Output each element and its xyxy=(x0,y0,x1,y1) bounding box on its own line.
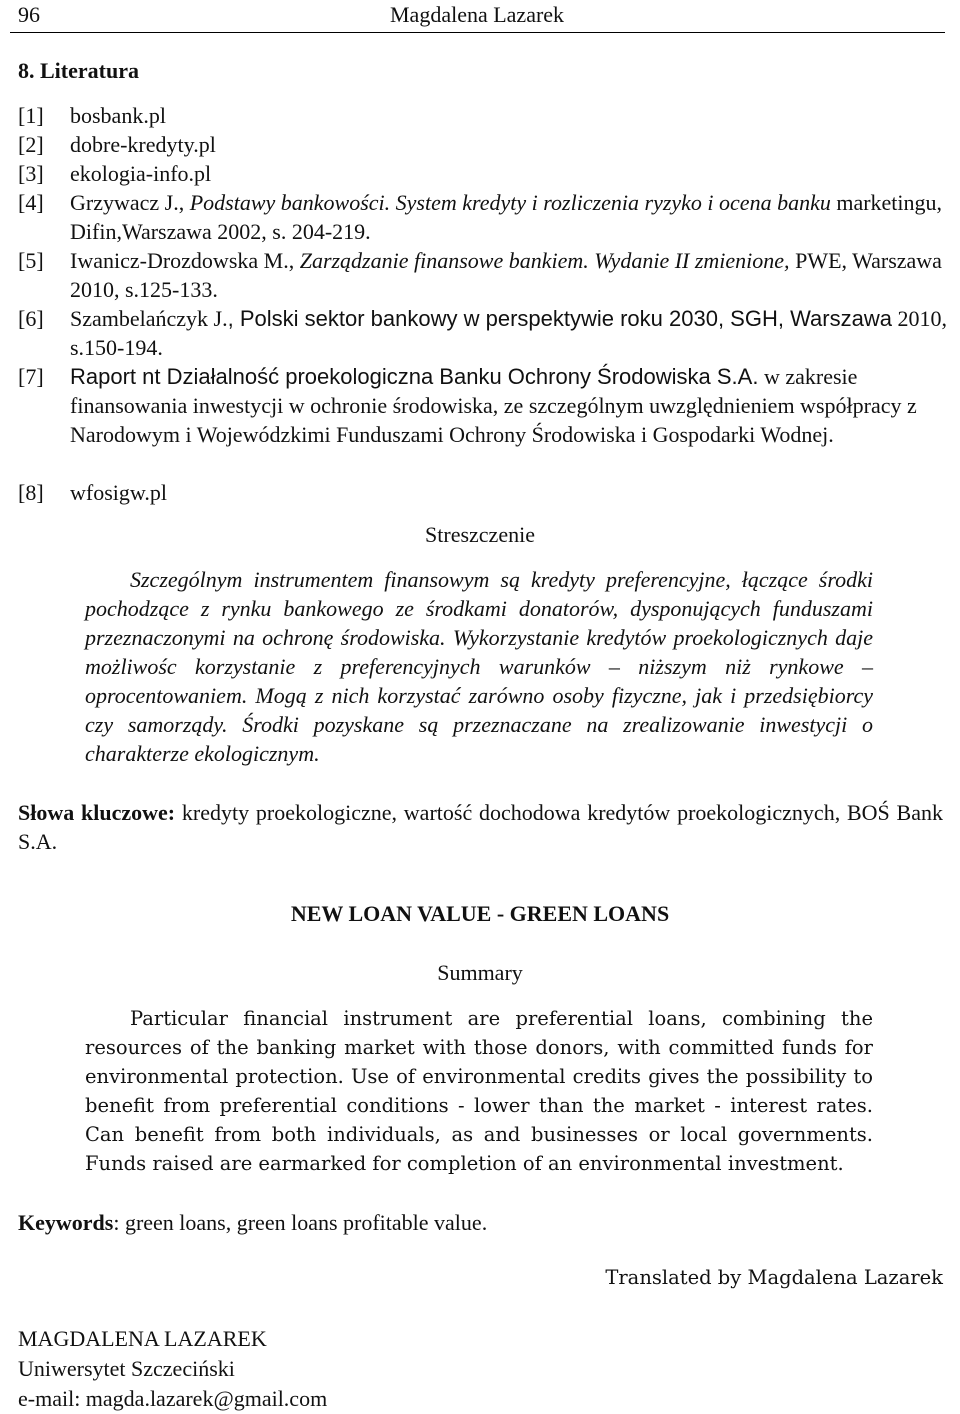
keywords-label: Keywords xyxy=(18,1210,114,1235)
running-header xyxy=(10,0,945,33)
reference-text xyxy=(70,188,948,246)
slowa-kluczowe-text: kredyty proekologiczne, wartość dochodowa kredytów proekologicznych, BOŚ Bank S.A. xyxy=(18,800,943,854)
reference-number: [4] xyxy=(18,190,44,215)
reference-text-part: 2010, s.150-194. xyxy=(70,306,947,360)
reference-number: [1] xyxy=(18,103,44,128)
reference-text xyxy=(70,159,948,188)
section-title: 8. Literatura xyxy=(18,58,139,83)
reference-number: [8] xyxy=(18,480,44,505)
reference-item xyxy=(18,130,948,159)
reference-number: [7] xyxy=(18,364,44,389)
reference-text-part: Zarządzanie finansowe bankiem. Wydanie II zmienione, xyxy=(299,248,790,273)
reference-item xyxy=(18,159,948,188)
slowa-kluczowe xyxy=(18,798,943,856)
reference-item xyxy=(18,246,948,304)
reference-text xyxy=(70,130,948,159)
header-author: Magdalena Lazarek xyxy=(390,2,565,27)
reference-item xyxy=(18,101,948,130)
reference-text-part: w zakresie finansowania inwestycji w ochronie środowiska, ze szczególnym uwzględnieniem współpracy z Narodowym i Wojewódzkimi Funduszami Ochrony Środowiska i Gospodarki Wodnej. xyxy=(70,364,917,447)
reference-text-part: , Polski sektor bankowy w perspektywie roku 2030, SGH, Warszawa xyxy=(227,306,892,331)
reference-text-part: Grzywacz J., xyxy=(70,190,190,215)
reference-text-part: ekologia-info.pl xyxy=(70,161,212,186)
reference-number: [5] xyxy=(18,248,44,273)
reference-item xyxy=(18,362,948,449)
streszczenie-text: Szczególnym instrumentem finansowym są kredyty preferencyjne, łączące środki pochodzące z rynku bankowego ze środkami donatorów, dysponujących funduszami przeznaczonymi na ochronę środowiska. Wykorzystanie kredytów proekologicznych daje możliwośc korzystanie z preferencyjnych warunków – niższym niż rynkowe – oprocentowaniem. Mogą z nich korzystać zarówno osoby fizyczne, jak i przedsiębiorcy czy samorządy. Środki pozyskane są przeznaczane na zrealizowanie inwestycji o charakterze ekologicznym. xyxy=(85,567,873,766)
slowa-kluczowe-label: Słowa kluczowe: xyxy=(18,800,176,825)
page-number: 96 xyxy=(18,2,40,27)
reference-text-part: marketingu, Difin,Warszawa 2002, s. 204-219. xyxy=(70,190,943,244)
author-name: MAGDALENA LAZAREK xyxy=(18,1326,267,1351)
author-institution: Uniwersytet Szczeciński xyxy=(18,1356,235,1381)
reference-number: [2] xyxy=(18,132,44,157)
author-email: e-mail: magda.lazarek@gmail.com xyxy=(18,1386,328,1411)
keywords-text: : green loans, green loans profitable value. xyxy=(113,1210,488,1235)
streszczenie-heading: Streszczenie xyxy=(425,522,535,547)
reference-item xyxy=(18,478,948,507)
reference-text xyxy=(70,304,948,362)
reference-text-part: Raport nt Działalność proekologiczna Banku Ochrony Środowiska S.A. xyxy=(70,364,759,389)
reference-text-part: dobre-kredyty.pl xyxy=(70,132,216,157)
reference-number: [6] xyxy=(18,306,44,331)
reference-item xyxy=(18,188,948,246)
reference-text-part: PWE, Warszawa 2010, s.125-133. xyxy=(70,248,942,302)
reference-number: [3] xyxy=(18,161,44,186)
reference-text-part: Podstawy bankowości. System kredyty i rozliczenia ryzyko i ocena banku xyxy=(189,190,831,215)
reference-text-part: Iwanicz-Drozdowska M., xyxy=(70,248,300,273)
reference-text-part: Szambelańczyk J. xyxy=(70,306,228,331)
reference-text xyxy=(70,362,948,449)
reference-text xyxy=(70,478,948,507)
summary-text: Particular financial instrument are preferential loans, combining the resources of the banking market with those donors, with committed funds for environmental protection. Use of environmental credits gives the possibility to benefit from preferential conditions - lower than the market - interest rates. Can benefit from both individuals, as and businesses or local governments. Funds raised are earmarked for completion of an environmental investment. xyxy=(85,1007,873,1175)
translated-by: Translated by Magdalena Lazarek xyxy=(605,1266,943,1289)
reference-item xyxy=(18,304,948,362)
reference-text-part: bosbank.pl xyxy=(70,103,166,128)
reference-text-part: wfosigw.pl xyxy=(70,480,167,505)
summary-heading: Summary xyxy=(437,960,523,985)
reference-text xyxy=(70,101,948,130)
reference-text xyxy=(70,246,948,304)
keywords xyxy=(18,1208,943,1237)
english-title: NEW LOAN VALUE - GREEN LOANS xyxy=(290,901,670,926)
